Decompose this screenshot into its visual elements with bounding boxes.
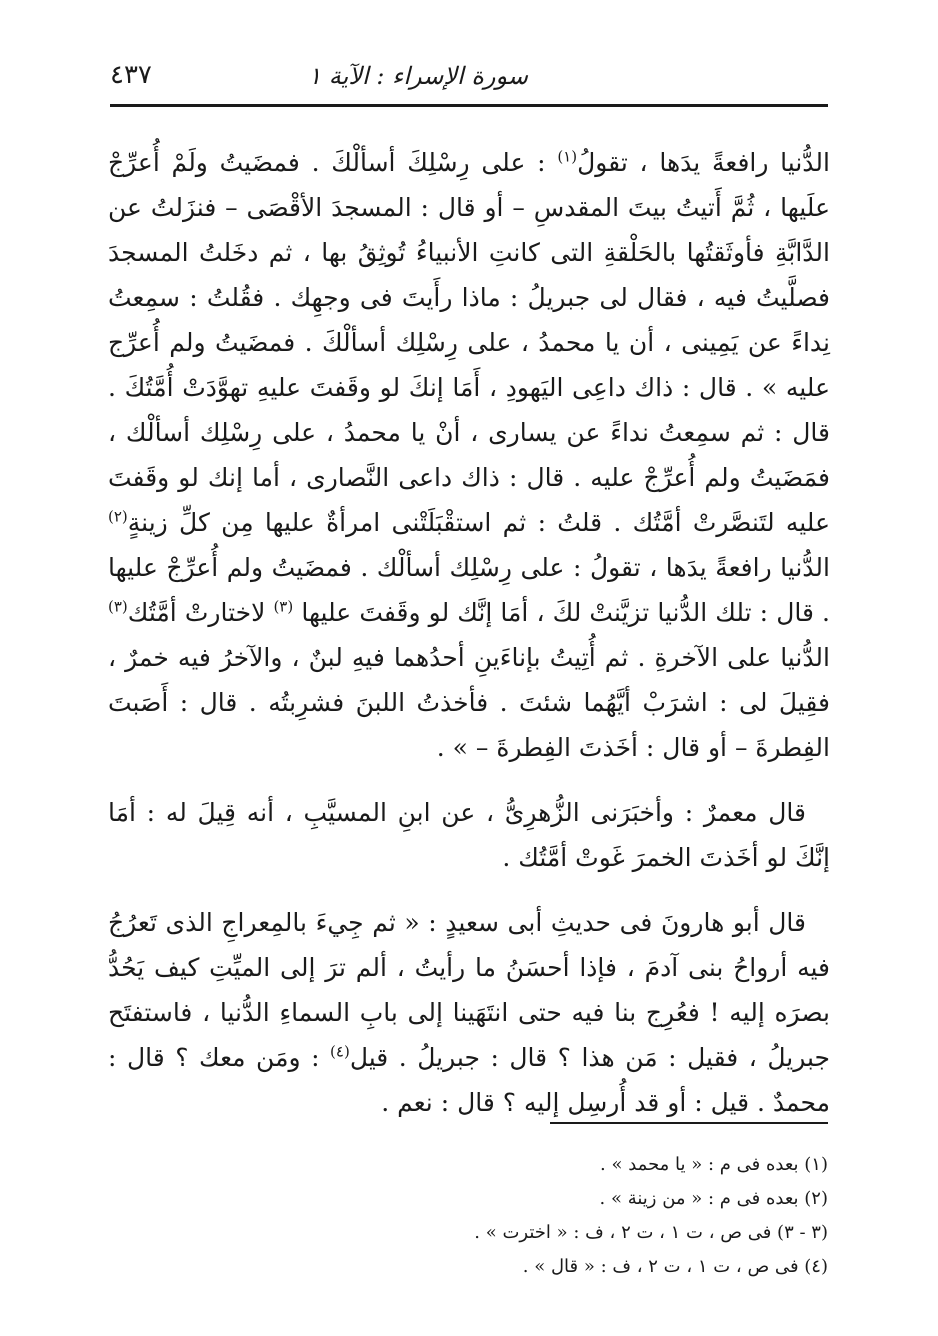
footnote-marker: (٣) — [108, 597, 128, 616]
text-segment: لاختارتْ أمَّتُك — [127, 598, 274, 627]
text-segment: قال أبو هارونَ فى حديثِ أبى سعيدٍ : « ثم جِيءَ بالمِعراجِ الذى تَعرُجُ فيه أرواحُ بنى آدمَ ، فإذا أحسَنُ ما رأيتُ ، ألم ترَ إلى الميِّتِ كيف يَحُدُّ بصرَه إليه ! فعُرِج بنا فيه حتى انتَهَينا إلى بابِ السماءِ الدُّنيا ، فاستفتَح جبريلُ ، فقيل : مَن هذا ؟ قال : جبريلُ . قيل — [108, 908, 831, 1072]
header-rule — [110, 104, 828, 107]
paragraph-1 — [108, 140, 830, 770]
footnote-marker: (٢) — [108, 507, 128, 526]
footnote-marker: (١) — [557, 147, 578, 166]
footnote-4: (٤) فى ص ، ت ١ ، ت ٢ ، ف : « قال » . — [522, 1256, 828, 1277]
paragraph-3 — [108, 900, 830, 1125]
footnote-2: (٢) بعده فى م : « من زينة » . — [599, 1188, 828, 1209]
footnote-3: (٣ - ٣) فى ص ، ت ١ ، ت ٢ ، ف : « اخترت » . — [474, 1222, 828, 1243]
footnote-1: (١) بعده فى م : « يا محمد » . — [600, 1154, 828, 1175]
footnote-rule — [550, 1122, 828, 1124]
page-header — [110, 58, 828, 98]
text-segment: : على رِسْلِكَ أسألْكَ . فمضَيتُ ولَمْ أُعرِّجْ علَيها ، ثُمَّ أَتيتُ بيتَ المقدسِ – أو قال : المسجدَ الأقْصَى – فنزَلتُ عن الدَّابَّةِ فأوثَقتُها بالحَلْقةِ التى كانتِ الأنبياءُ تُوثِقُ بها ، ثم دخَلتُ المسجدَ فصلَّيتُ فيه ، فقال لى جبريلُ : ماذا رأَيتَ فى وجهِك . فقُلتُ : سمِعتُ نِداءً عن يَمِينى ، أن يا محمدُ ، على رِسْلِك أسألْكَ . فمضَيتُ ولم أُعرِّج عليه » . قال : ذاك داعِى اليَهودِ ، أَمَا إنكَ لو وقَفتَ عليهِ تهوَّدَتْ أُمَّتُكَ . قال : ثم سمِعتُ نداءً عن يسارى ، أنْ يا محمدُ ، على رِسْلِك أسألْك ، فمَضَيتُ ولم أُعرِّجْ عليه . قال : ذاك داعى النَّصارى ، أما إنك لو وقَفتَ عليه لتَنصَّرتْ أمَّتُك . قلتُ : ثم استقْبَلَتْنى امرأةٌ عليها مِن كلِّ زينةٍ — [108, 148, 830, 537]
page-number: ٤٣٧ — [110, 60, 152, 90]
footnote-marker: (٤) — [330, 1042, 350, 1061]
text-segment: الدُّنيا رافعةً يدَها ، تقولُ — [577, 148, 830, 177]
text-segment: الدُّنيا رافعةً يدَها ، تقولُ : على رِسْلِك أسألْك . فمضَيتُ ولم أُعرِّجْ عليها . قال : تلك الدُّنيا تزيَّنتْ لكَ ، أمَا إنَّك لو وقَفتَ عليها — [108, 553, 830, 627]
text-segment: قال معمرٌ : وأخبَرَنى الزُّهرِىُّ ، عن ابنِ المسيَّبِ ، أنه قِيلَ له : أمَا إنَّكَ لو أخَذتَ الخمرَ غَوتْ أمَّتُك . — [108, 798, 830, 872]
running-title: سورة الإسراء : الآية ١ — [308, 62, 528, 90]
paragraph-2 — [108, 790, 830, 880]
footnote-marker: (٣) — [273, 597, 294, 616]
text-segment: الدُّنيا على الآخرةِ . ثم أُتِيتُ بإناءَينِ أحدُهما فيهِ لبنٌ ، والآخرُ فيه خمرٌ ، فقِيلَ لى : اشرَبْ أيَّهُما شئتَ . فأخذتُ اللبنَ فشرِبتُه . قال : أَصَبتَ الفِطرةَ – أو قال : أخَذتَ الفِطرةَ – » . — [108, 643, 830, 762]
main-text — [108, 140, 830, 1125]
footnotes — [110, 1148, 828, 1284]
text-segment: : ومَن معك ؟ قال : محمدٌ . قيل : أو قد أُرسِل إليه ؟ قال : نعم . — [108, 1043, 830, 1117]
